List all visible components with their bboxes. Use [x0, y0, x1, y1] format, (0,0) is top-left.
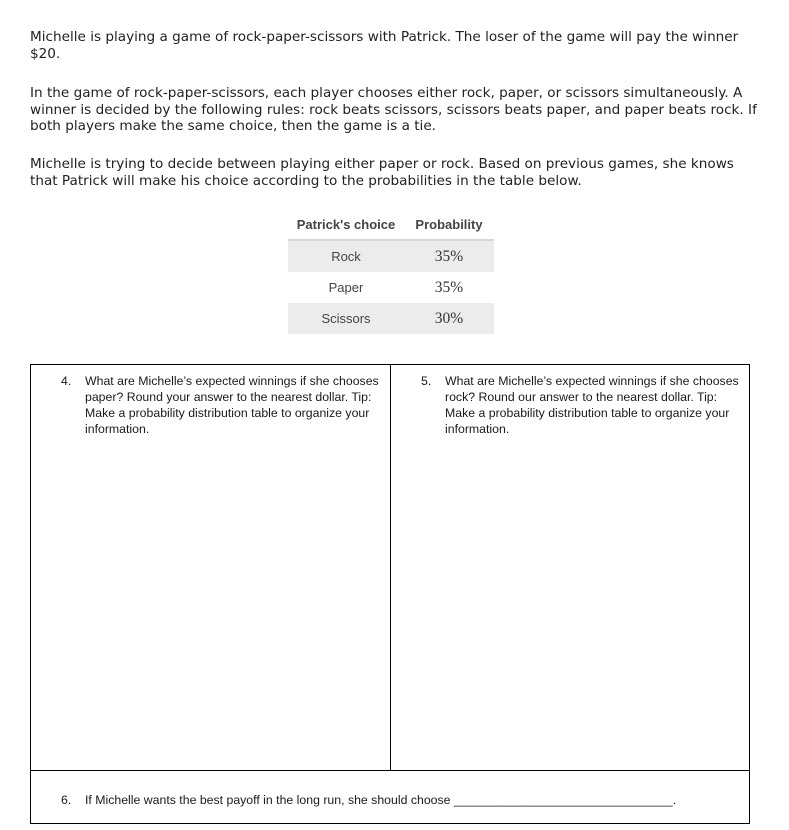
question-5-text: What are Michelle’s expected winnings if she chooses rock? Round our answer to the nearest dollar. Tip: Make a probability distribution table to organize your information. [445, 374, 739, 436]
question-4-number: 4. [61, 374, 72, 388]
probability-cell: 35% [404, 240, 494, 272]
probability-cell: 35% [434, 278, 464, 296]
probability-cell: 30% [404, 303, 494, 334]
choice-cell: Rock [288, 240, 404, 272]
question-4-text: What are Michelle’s expected winnings if she chooses paper? Round your answer to the nearest dollar. Tip: Make a probability distribution table to organize your information. [85, 374, 379, 436]
question-5-number: 5. [421, 374, 432, 388]
intro-paragraph-decision: Michelle is trying to decide between playing either paper or rock. Based on previous games, she knows that Patrick will make his choice according to the probabilities in the table below. [30, 156, 734, 189]
row-divider [31, 770, 749, 771]
intro-paragraph-rules: In the game of rock-paper-scissors, each player chooses either rock, paper, or scissors simultaneously. A winner is decided by the following rules: rock beats scissors, scissors beats paper, and paper beats rock. If both players make the same choice, then the game is a tie. [30, 85, 757, 134]
question-6-number: 6. [61, 793, 72, 807]
column-divider [390, 365, 391, 771]
answer-box [30, 364, 750, 824]
header-probability: Probability [404, 210, 494, 240]
table-row [288, 240, 494, 272]
choice-cell: Scissors [288, 303, 404, 334]
intro-paragraph-game: Michelle is playing a game of rock-paper-scissors with Patrick. The loser of the game will pay the winner $20. [30, 29, 739, 62]
header-patricks-choice: Patrick's choice [288, 210, 404, 240]
table-row [288, 303, 494, 334]
probability-table [288, 210, 494, 334]
choice-cell: Paper [328, 280, 364, 295]
question-6-text: If Michelle wants the best payoff in the long run, she should choose ________________________________. [85, 793, 677, 807]
table-row [288, 272, 494, 303]
table-header-row [288, 210, 494, 240]
